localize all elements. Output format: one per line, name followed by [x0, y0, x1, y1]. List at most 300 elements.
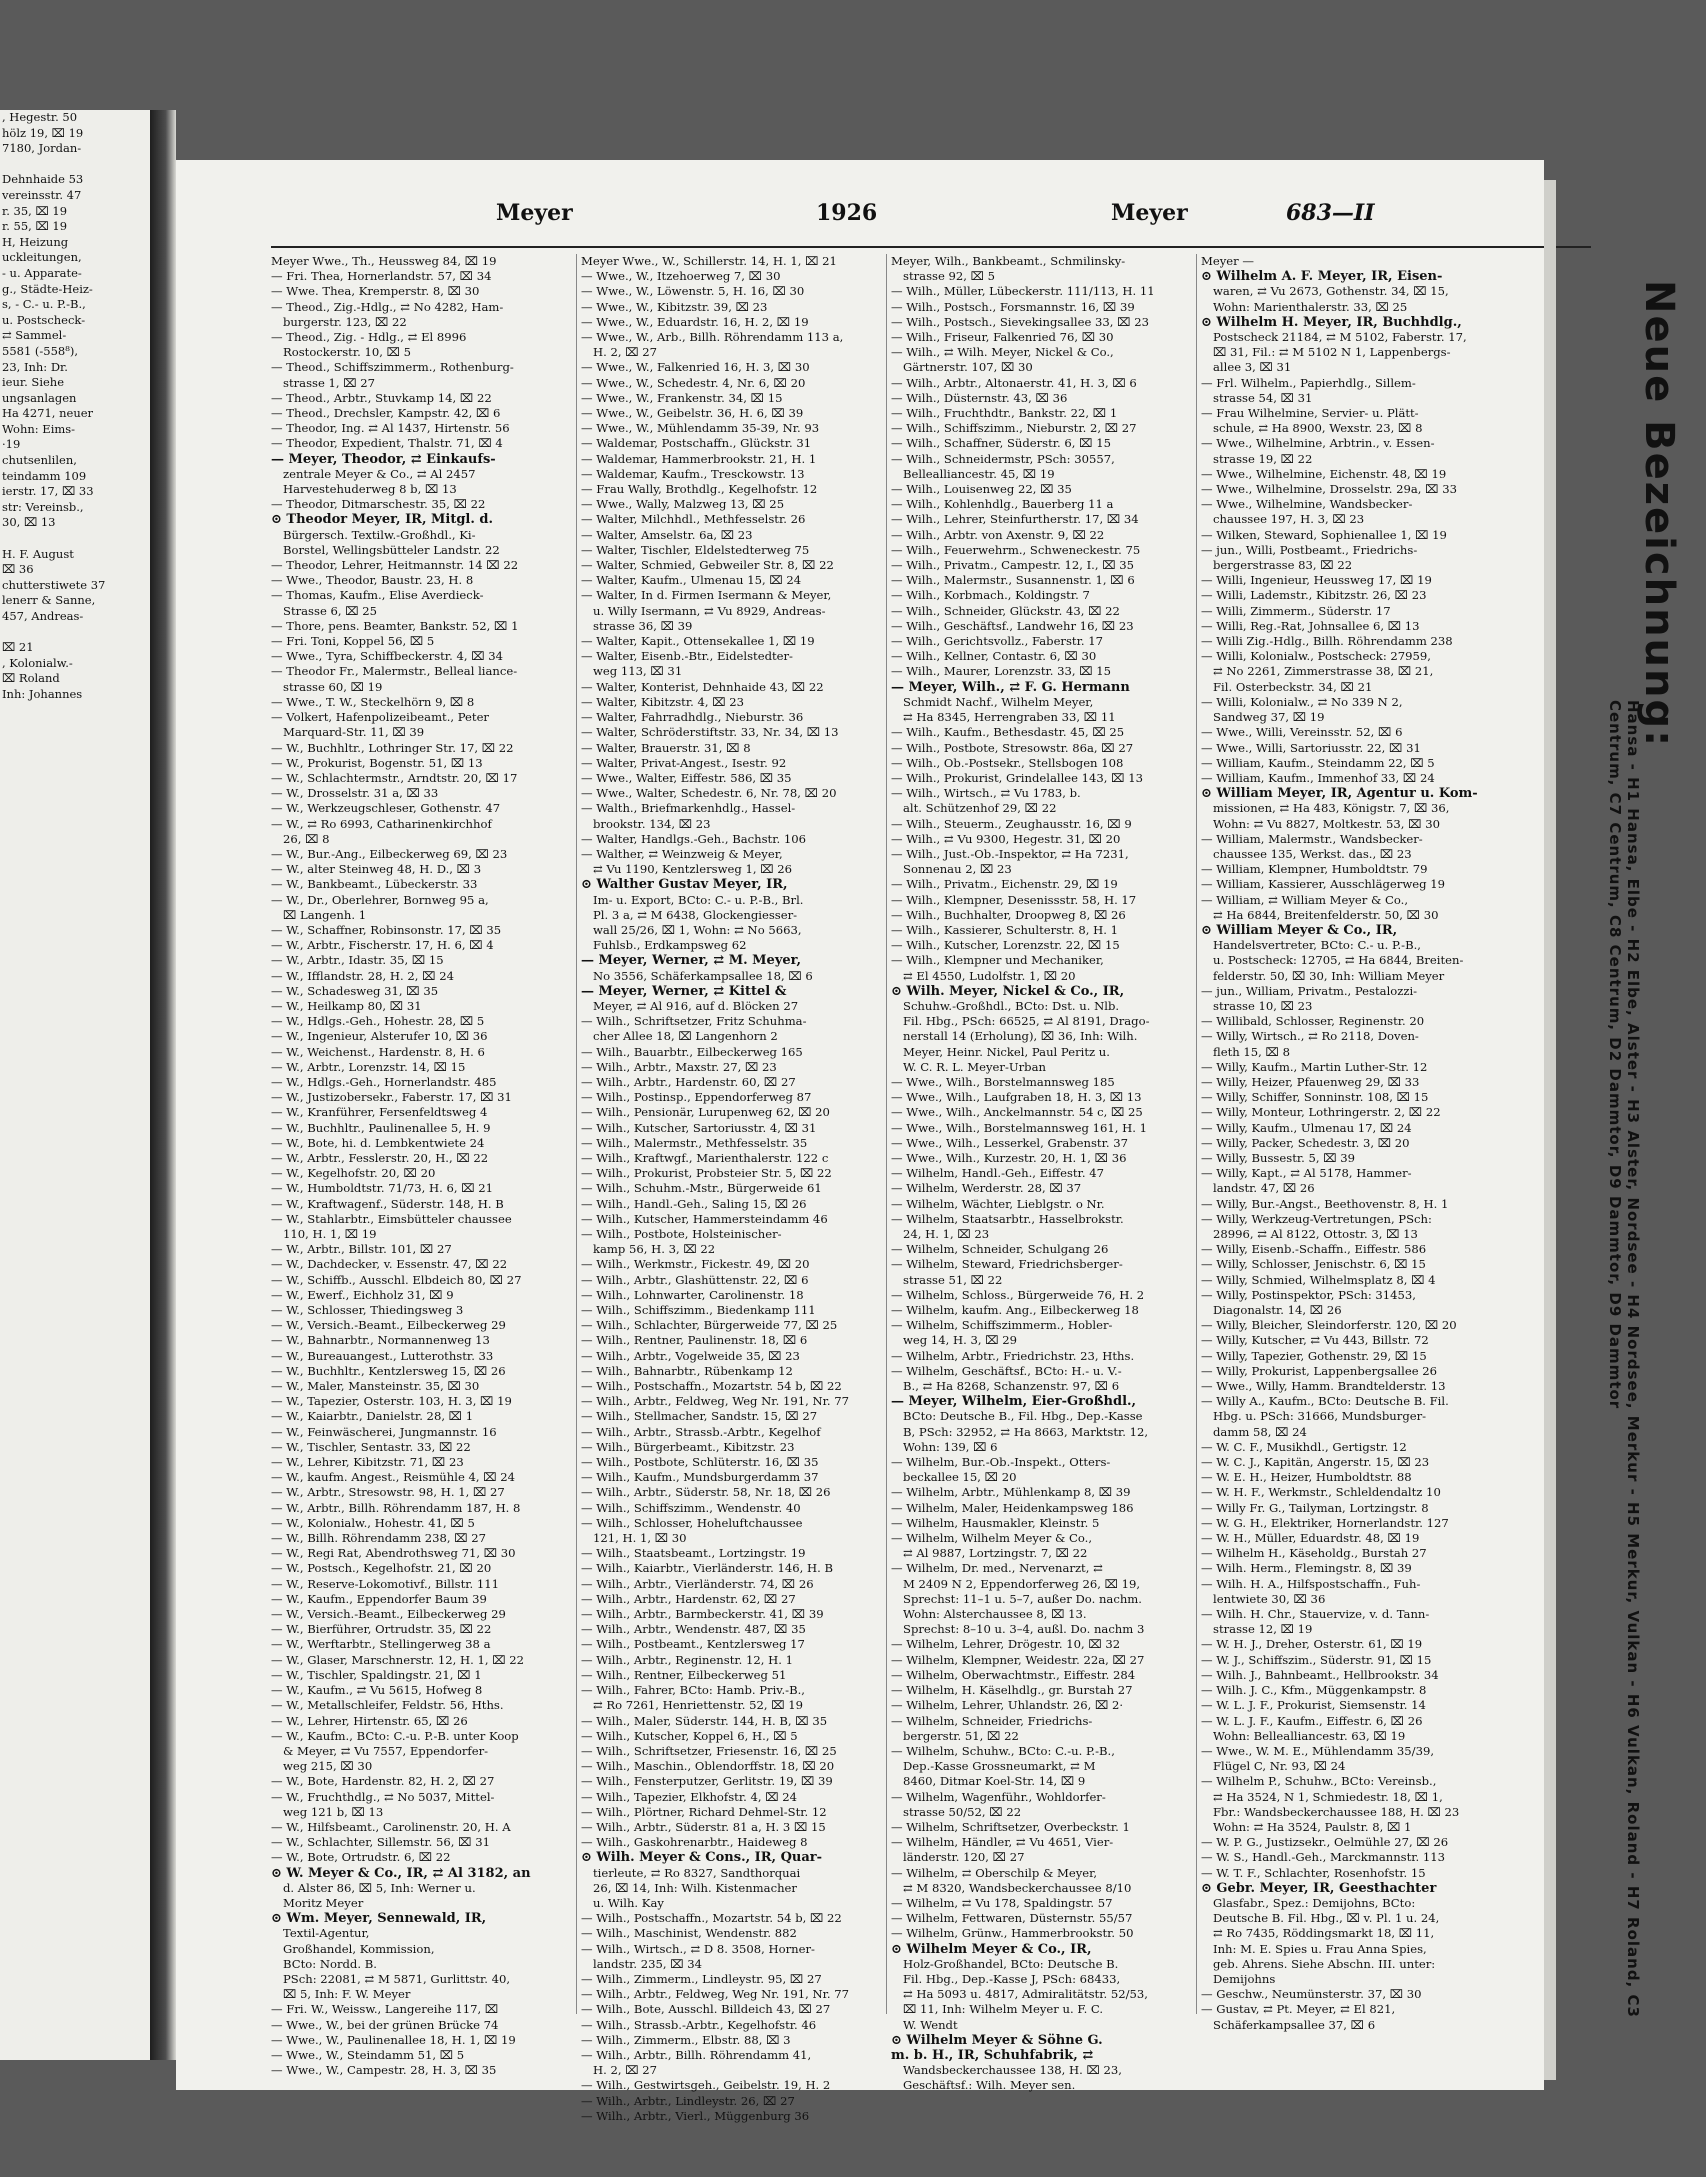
directory-entry: — jun., William, Privatm., Pestalozzi-: [1201, 983, 1418, 998]
directory-entry: — Walter, Konterist, Dehnhaide 43, ⌧ 22: [581, 679, 824, 694]
directory-entry: — Willy A., Kaufm., BCto: Deutsche B. Fil.: [1201, 1394, 1449, 1409]
directory-entry: — Wilh., Arbtr., Feldweg, Weg Nr. 191, Nr. 77: [581, 1987, 849, 2002]
directory-entry: — W., Kaufm., ⇄ Vu 5615, Hofweg 8: [271, 1683, 483, 1698]
directory-entry: B., ⇄ Ha 8268, Schanzenstr. 97, ⌧ 6: [903, 1379, 1120, 1394]
directory-entry: u. Postscheck: 12705, ⇄ Ha 6844, Breiten-: [1213, 953, 1464, 968]
directory-entry: — Geschw., Neumünsterstr. 37, ⌧ 30: [1201, 1987, 1422, 2002]
left-page-line: s, - C.- u. P.-B.,: [2, 297, 86, 312]
directory-entry: ⊙ Wilhelm Meyer & Co., IR,: [891, 1941, 1092, 1957]
directory-entry: ⇄ M 8320, Wandsbeckerchaussee 8/10: [903, 1880, 1132, 1895]
left-page-line: ieur. Siehe: [2, 375, 65, 390]
directory-entry: Gärtnerstr. 107, ⌧ 30: [903, 360, 1033, 375]
directory-entry: ⇄ Ha 5093 u. 4817, Admiralitätstr. 52/53,: [903, 1987, 1148, 2002]
directory-entry: — Willi, Zimmerm., Süderstr. 17: [1201, 603, 1391, 618]
left-page-line: Dehnhaide 53: [2, 172, 84, 187]
directory-entry: Demijohns: [1213, 1971, 1276, 1986]
header-rule: [271, 246, 1591, 248]
left-page-line: Inh: Johannes: [2, 686, 83, 701]
directory-entry: — Wwe., Wilh., Borstelmannsweg 161, H. 1: [891, 1120, 1147, 1135]
directory-entry: — W., Buchhltr., Kentzlersweg 15, ⌧ 26: [271, 1363, 506, 1378]
directory-entry: — Frl. Wilhelm., Papierhdlg., Sillem-: [1201, 375, 1416, 390]
directory-entry: strasse 50/52, ⌧ 22: [903, 1804, 1022, 1819]
directory-entry: Diagonalstr. 14, ⌧ 26: [1213, 1303, 1342, 1318]
left-page-line: Wohn: Eims-: [2, 421, 76, 436]
directory-entry: — Wilh., Plörtner, Richard Dehmel-Str. 12: [581, 1804, 827, 1819]
column-1: [271, 254, 569, 2078]
directory-entry: — Willy, Postinspektor, PSch: 31453,: [1201, 1287, 1416, 1302]
directory-entry: u. Willy Isermann, ⇄ Vu 8929, Andreas-: [593, 603, 826, 618]
directory-entry: — W., Lehrer, Kibitzstr. 71, ⌧ 23: [271, 1455, 464, 1470]
directory-entry: — Willy, Wirtsch., ⇄ Ro 2118, Doven-: [1201, 1029, 1419, 1044]
column-divider: [576, 254, 577, 2014]
directory-entry: PSch: 22081, ⇄ M 5871, Gurlittstr. 40,: [283, 1971, 511, 1986]
directory-entry: Fil. Hbg., PSch: 66525, ⇄ Al 8191, Drago-: [903, 1014, 1150, 1029]
directory-entry: — Wilh., Just.-Ob.-Inspektor, ⇄ Ha 7231,: [891, 846, 1129, 861]
directory-entry: — Wilh., Arbtr., Hardenstr. 60, ⌧ 27: [581, 1074, 796, 1089]
directory-entry: — W., Dachdecker, v. Essenstr. 47, ⌧ 22: [271, 1257, 508, 1272]
directory-entry: — W., Kaufm., Eppendorfer Baum 39: [271, 1591, 487, 1606]
directory-entry: u. Wilh. Kay: [593, 1895, 664, 1910]
directory-entry: — W. E. H., Heizer, Humboldtstr. 88: [1201, 1470, 1412, 1485]
directory-entry: — Wilhelm, Handl.-Geh., Eiffestr. 47: [891, 1166, 1104, 1181]
directory-entry: ⊙ William Meyer & Co., IR,: [1201, 922, 1398, 938]
directory-entry: — Wilh., Schneidermstr, PSch: 30557,: [891, 451, 1115, 466]
directory-entry: 24, H. 1, ⌧ 23: [903, 1227, 990, 1241]
directory-entry: — Walth., Briefmarkenhdlg., Hassel-: [581, 801, 796, 816]
directory-entry: — W. C. J., Kapitän, Angerstr. 15, ⌧ 23: [1201, 1455, 1430, 1470]
directory-entry: — Wwe., Wally, Malzweg 13, ⌧ 25: [581, 497, 785, 512]
directory-entry: burgerstr. 123, ⌧ 22: [283, 314, 407, 329]
directory-entry: — W., Bote, Ortrudstr. 6, ⌧ 22: [271, 1850, 451, 1865]
directory-entry: — Wilh., Fahrer, BCto: Hamb. Priv.-B.,: [581, 1683, 805, 1698]
directory-entry: ⊙ Wilhelm Meyer & Söhne G.: [891, 2032, 1103, 2048]
directory-entry: — W., Schiffb., Ausschl. Elbdeich 80, ⌧ 27: [271, 1272, 522, 1287]
directory-entry: — W., Kaiarbtr., Danielstr. 28, ⌧ 1: [271, 1409, 474, 1424]
directory-entry: — W. C. F., Musikhdl., Gertigstr. 12: [1201, 1439, 1407, 1454]
directory-entry: ⇄ Ro 7435, Röddingsmarkt 18, ⌧ 11,: [1213, 1926, 1435, 1941]
directory-entry: — W., Maler, Mansteinstr. 35, ⌧ 30: [271, 1379, 480, 1394]
directory-entry: — Fri. W., Weissw., Langereihe 117, ⌧: [271, 2002, 499, 2017]
directory-entry: — Theodor, Expedient, Thalstr. 71, ⌧ 4: [271, 436, 503, 451]
directory-entry: — Meyer, Wilhelm, Eier-Großhdl.,: [891, 1394, 1137, 1410]
directory-entry: ⇄ Vu 1190, Kentzlersweg 1, ⌧ 26: [593, 862, 793, 877]
directory-entry: — Wwe., W., Frankenstr. 34, ⌧ 15: [581, 390, 783, 405]
left-page-line: ⌧ 21: [2, 640, 34, 655]
left-page-line: uckleitungen,: [2, 250, 82, 265]
directory-entry: — W., Tischler, Sentastr. 33, ⌧ 22: [271, 1439, 471, 1454]
directory-entry: — W., Buchhltr., Lothringer Str. 17, ⌧ 22: [271, 740, 514, 755]
directory-entry: — William, Malermstr., Wandsbecker-: [1201, 831, 1423, 846]
directory-entry: — W. G. H., Elektriker, Hornerlandstr. 127: [1201, 1515, 1449, 1530]
directory-entry: — Willy, Schmied, Wilhelmsplatz 8, ⌧ 4: [1201, 1272, 1436, 1287]
directory-entry: — Theodor, Ditmarschestr. 35, ⌧ 22: [271, 497, 486, 512]
directory-entry: — Wilhelm, ⇄ Vu 178, Spaldingstr. 57: [891, 1895, 1113, 1910]
directory-entry: — Wilhelm, Lehrer, Drögestr. 10, ⌧ 32: [891, 1637, 1121, 1652]
directory-entry: Wohn: ⇄ Vu 8827, Moltkestr. 53, ⌧ 30: [1213, 816, 1440, 831]
directory-entry: brookstr. 134, ⌧ 23: [593, 816, 711, 831]
directory-entry: — Wwe., Wilhelmine, Arbtrin., v. Essen-: [1201, 436, 1435, 451]
directory-entry: — Wilh., Fruchthdtr., Bankstr. 22, ⌧ 1: [891, 406, 1118, 421]
directory-entry: — W., Versich.-Beamt., Eilbeckerweg 29: [271, 1607, 506, 1622]
directory-entry: — Wilh., Korbmach., Koldingstr. 7: [891, 588, 1090, 603]
directory-entry: schule, ⇄ Ha 8900, Wexstr. 23, ⌧ 8: [1213, 421, 1423, 436]
directory-entry: — Wilh., Handl.-Geh., Saling 15, ⌧ 26: [581, 1196, 807, 1211]
directory-entry: — W., Arbtr., Lorenzstr. 14, ⌧ 15: [271, 1059, 466, 1074]
directory-entry: — Wilh., Kutscher, Lorenzstr. 22, ⌧ 15: [891, 938, 1120, 953]
directory-entry: — William, Klempner, Humboldtstr. 79: [1201, 862, 1428, 877]
directory-entry: — Wilhelm, Werderstr. 28, ⌧ 37: [891, 1181, 1082, 1196]
directory-entry: ⊙ Wilhelm A. F. Meyer, IR, Eisen-: [1201, 269, 1443, 285]
directory-entry: — Wilh., Klempner und Mechaniker,: [891, 953, 1104, 968]
directory-entry: — W., Prokurist, Bogenstr. 51, ⌧ 13: [271, 755, 483, 770]
directory-entry: — Wilhelm, Wilhelm Meyer & Co.,: [891, 1531, 1093, 1546]
directory-entry: — Wilh. Herm., Flemingstr. 8, ⌧ 39: [1201, 1561, 1412, 1576]
directory-entry: Harvestehuderweg 8 b, ⌧ 13: [283, 482, 457, 497]
directory-entry: — Wwe., Theodor, Baustr. 23, H. 8: [271, 573, 474, 588]
directory-entry: — W., Arbtr., Fesslerstr. 20, H., ⌧ 22: [271, 1150, 489, 1165]
directory-entry: nerstall 14 (Erholung), ⌧ 36, Inh: Wilh.: [903, 1029, 1138, 1044]
directory-entry: — Wilh., ⇄ Vu 9300, Hegestr. 31, ⌧ 20: [891, 831, 1121, 846]
directory-entry: Flügel C, Nr. 93, ⌧ 24: [1213, 1759, 1346, 1774]
directory-entry: Deutsche B. Fil. Hbg., ⌧ v. Pl. 1 u. 24,: [1213, 1911, 1440, 1926]
directory-entry: — Walter, Brauerstr. 31, ⌧ 8: [581, 740, 751, 755]
directory-entry: zentrale Meyer & Co., ⇄ Al 2457: [283, 466, 476, 481]
directory-entry: — Willi Zig.-Hdlg., Billh. Röhrendamm 238: [1201, 634, 1453, 649]
directory-entry: — William, Kaufm., Steindamm 22, ⌧ 5: [1201, 755, 1435, 770]
directory-entry: — Wilhelm, Schneider, Friedrichs-: [891, 1713, 1093, 1728]
directory-entry: — Willy, Werkzeug-Vertretungen, PSch:: [1201, 1211, 1432, 1226]
directory-entry: — W. H. F., Werkmstr., Schleldendaltz 10: [1201, 1485, 1441, 1500]
directory-entry: — Wwe., W. M. E., Mühlendamm 35/39,: [1201, 1743, 1435, 1758]
directory-entry: — Wwe., W., Löwenstr. 5, H. 16, ⌧ 30: [581, 284, 805, 299]
directory-entry: Wohn: Alsterchaussee 8, ⌧ 13.: [903, 1607, 1087, 1622]
left-page-line: [0, 531, 150, 547]
left-page-line: ierstr. 17, ⌧ 33: [2, 484, 94, 499]
directory-entry: — Volkert, Hafenpolizeibeamt., Peter: [271, 710, 489, 725]
directory-entry: — Willy, Tapezier, Gothenstr. 29, ⌧ 15: [1201, 1348, 1427, 1363]
margin-exchange-codes: Hansa - H1 Hansa, Elbe - H2 Elbe, Alster - H3 Alster, Nordsee - H4 Nordsee, Merkur - H5 Merkur, Vulkan - H6 Vulkan, Roland - H7 Roland, C3 Centrum, C7 Centrum, C8 Centrum, D2 Dammtor, D9 Dammtor, D9 Dammtor: [1606, 700, 1642, 2018]
directory-entry: strasse 51, ⌧ 22: [903, 1272, 1003, 1287]
directory-entry: — W., Arbtr., Idastr. 35, ⌧ 15: [271, 953, 444, 968]
directory-entry: — Willy, Bur.-Angst., Beethovenstr. 8, H. 1: [1201, 1196, 1449, 1211]
directory-entry: — Wilh., Postschaffn., Mozartstr. 54 b, ⌧ 22: [581, 1911, 842, 1926]
directory-entry: Fil. Hbg., Dep.-Kasse J, PSch: 68433,: [903, 1971, 1121, 1986]
directory-entry: fleth 15, ⌧ 8: [1213, 1044, 1290, 1059]
directory-entry: — Wilhelm, Arbtr., Mühlenkamp 8, ⌧ 39: [891, 1485, 1131, 1500]
directory-entry: weg 113, ⌧ 31: [593, 664, 683, 679]
directory-entry: — Willy, Heizer, Pfauenweg 29, ⌧ 33: [1201, 1074, 1420, 1089]
header-name-left: Meyer: [496, 200, 573, 226]
directory-entry: — Meyer, Werner, ⇄ Kittel &: [581, 983, 787, 999]
directory-entry: — Wwe., Wilhelmine, Wandsbecker-: [1201, 497, 1413, 512]
directory-entry: — jun., Willi, Postbeamt., Friedrichs-: [1201, 542, 1418, 557]
header-name-right: Meyer: [1111, 200, 1188, 226]
directory-entry: — Wilh., Friseur, Falkenried 76, ⌧ 30: [891, 330, 1114, 345]
directory-entry: ⌧ 11, Inh: Wilhelm Meyer u. F. C.: [903, 2002, 1104, 2017]
directory-entry: Sprechst: 11–1 u. 5–7, außer Do. nachm.: [903, 1591, 1142, 1606]
directory-entry: Geschäftsf.: Wilh. Meyer sen.: [903, 2078, 1076, 2093]
directory-entry: Wohn: 139, ⌧ 6: [903, 1439, 998, 1454]
directory-entry: — Wilh., Postbote, Schlüterstr. 16, ⌧ 35: [581, 1455, 819, 1470]
directory-entry: — Wwe., W., bei der grünen Brücke 74: [271, 2017, 499, 2032]
directory-entry: — Wilh., Arbtr., Vierländerstr. 74, ⌧ 26: [581, 1576, 814, 1591]
directory-entry: — Thomas, Kaufm., Elise Averdieck-: [271, 588, 484, 603]
directory-entry: — Theodor, Lehrer, Heitmannstr. 14 ⌧ 22: [271, 558, 519, 573]
directory-entry: — Wilh., Schneider, Glückstr. 43, ⌧ 22: [891, 603, 1120, 618]
directory-entry: — Waldemar, Hammerbrookstr. 21, H. 1: [581, 451, 817, 466]
directory-entry: 8460, Ditmar Koel-Str. 14, ⌧ 9: [903, 1774, 1086, 1789]
directory-entry: — Wwe., Wilhelmine, Drosselstr. 29a, ⌧ 33: [1201, 482, 1457, 497]
directory-entry: — Wwe., Willi, Vereinsstr. 52, ⌧ 6: [1201, 725, 1403, 740]
directory-entry: weg 14, H. 3, ⌧ 29: [903, 1333, 1018, 1348]
directory-entry: Marquard-Str. 11, ⌧ 39: [283, 725, 425, 740]
directory-entry: — W., Stahlarbtr., Eimsbütteler chaussee: [271, 1211, 512, 1226]
directory-entry: — Wilh., Postschaffn., Mozartstr. 54 b, ⌧ 22: [581, 1379, 842, 1394]
directory-entry: — Theod., Zig.-Hdlg., ⇄ No 4282, Ham-: [271, 299, 504, 314]
directory-entry: — Wilh., Gestwirtsgeh., Geibelstr. 19, H. 2: [581, 2078, 831, 2093]
directory-entry: — Wilh., Arbtr., Barmbeckerstr. 41, ⌧ 39: [581, 1607, 824, 1622]
directory-entry: — Theod., Zig. - Hdlg., ⇄ El 8996: [271, 330, 467, 345]
directory-entry: — Wwe., W., Arb., Billh. Röhrendamm 113 a,: [581, 330, 844, 345]
header-year: 1926: [816, 200, 878, 226]
directory-entry: — Wilh., Postbote, Stresowstr. 86a, ⌧ 27: [891, 740, 1134, 755]
directory-entry: — W., Hdlgs.-Geh., Hornerlandstr. 485: [271, 1074, 497, 1089]
directory-entry: — Wwe., W., Mühlendamm 35-39, Nr. 93: [581, 421, 820, 436]
left-page-line: , Kolonialw.-: [2, 655, 73, 670]
directory-entry: — Wilh., Arbtr., Süderstr. 81 a, H. 3 ⌧ 15: [581, 1819, 826, 1834]
directory-entry: Fbr.: Wandsbeckerchaussee 188, H. ⌧ 23: [1213, 1804, 1460, 1819]
directory-entry: — Wilh., Kassierer, Schulterstr. 8, H. 1: [891, 922, 1119, 937]
directory-entry: — Wilh., Schuhm.-Mstr., Bürgerweide 61: [581, 1181, 822, 1196]
left-page-line: 7180, Jordan-: [2, 141, 82, 156]
directory-entry: — Wwe., Willy, Hamm. Brandtelderstr. 13: [1201, 1379, 1446, 1394]
directory-entry: — Wilhelm, Hausmakler, Kleinstr. 5: [891, 1515, 1100, 1530]
left-page-line: ⌧ Roland: [2, 671, 60, 686]
directory-entry: — Wwe., Tyra, Schiffbeckerstr. 4, ⌧ 34: [271, 649, 503, 664]
directory-entry: — W. L. J. F., Kaufm., Eiffestr. 6, ⌧ 26: [1201, 1713, 1423, 1728]
directory-entry: felderstr. 50, ⌧ 30, Inh: William Meyer: [1213, 968, 1445, 983]
directory-entry: strasse 54, ⌧ 31: [1213, 390, 1313, 405]
directory-entry: — Wilh., Arbtr., Billh. Röhrendamm 41,: [581, 2047, 812, 2062]
directory-entry: Schuhw.-Großhdl., BCto: Dst. u. Nlb.: [903, 998, 1120, 1013]
directory-entry: — W., Bur.-Ang., Eilbeckerweg 69, ⌧ 23: [271, 846, 508, 861]
directory-entry: ⇄ No 2261, Zimmerstrasse 38, ⌧ 21,: [1213, 664, 1434, 679]
directory-entry: — Wilhelm, Schuhw., BCto: C.-u. P.-B.,: [891, 1743, 1115, 1758]
directory-entry: Holz-Großhandel, BCto: Deutsche B.: [903, 1956, 1119, 1971]
directory-entry: — W., Heilkamp 80, ⌧ 31: [271, 998, 422, 1013]
directory-entry: — W., Bureauangest., Lutterothstr. 33: [271, 1348, 494, 1363]
directory-entry: — Wilhelm, Oberwachtmstr., Eiffestr. 284: [891, 1667, 1136, 1682]
directory-entry: — Wwe., Walter, Eiffestr. 586, ⌧ 35: [581, 770, 792, 785]
directory-entry: — W., Versich.-Beamt., Eilbeckerweg 29: [271, 1318, 506, 1333]
directory-entry: — Wilh., Ob.-Postsekr., Stellsbogen 108: [891, 755, 1124, 770]
directory-entry: — W., Kraftwagenf., Süderstr. 148, H. B: [271, 1196, 504, 1211]
directory-entry: — Wilh., Schlosser, Hoheluftchaussee: [581, 1515, 803, 1530]
directory-entry: — W., Bankbeamt., Lübeckerstr. 33: [271, 877, 478, 892]
directory-entry: — W., Bote, Hardenstr. 82, H. 2, ⌧ 27: [271, 1774, 495, 1789]
directory-entry: Wohn: ⇄ Ha 3524, Paulstr. 8, ⌧ 1: [1213, 1819, 1412, 1834]
directory-entry: — Wilhelm, Maler, Heidenkampsweg 186: [891, 1500, 1134, 1515]
directory-entry: — Wilhelm P., Schuhw., BCto: Vereinsb.,: [1201, 1774, 1437, 1789]
directory-entry: — Willy, Monteur, Lothringerstr. 2, ⌧ 22: [1201, 1105, 1441, 1120]
directory-entry: — Wilhelm, ⇄ Oberschilp & Meyer,: [891, 1865, 1098, 1880]
directory-entry: — Wilh., Wirtsch., ⇄ Vu 1783, b.: [891, 786, 1081, 801]
directory-entry: — Wilh., Tapezier, Elkhofstr. 4, ⌧ 24: [581, 1789, 797, 1804]
directory-entry: — Wilh., Kutscher, Sartoriusstr. 4, ⌧ 31: [581, 1120, 817, 1135]
directory-entry: — Wilhelm, kaufm. Ang., Eilbeckerweg 18: [891, 1303, 1139, 1318]
directory-entry: 26, ⌧ 14, Inh: Wilh. Kistenmacher: [593, 1880, 797, 1895]
directory-entry: Wohn: Marienthalerstr. 33, ⌧ 25: [1213, 299, 1408, 314]
directory-entry: — Wilh., Lehrer, Steinfurtherstr. 17, ⌧ 34: [891, 512, 1139, 527]
directory-entry: — W., alter Steinweg 48, H. D., ⌧ 3: [271, 862, 482, 877]
left-page-line: ungsanlagen: [2, 390, 77, 405]
directory-entry: — Wilh., Rentner, Paulinenstr. 18, ⌧ 6: [581, 1333, 808, 1348]
directory-entry: ⇄ Ha 8345, Herrengraben 33, ⌧ 11: [903, 710, 1116, 725]
directory-entry: — W., Bierführer, Ortrudstr. 35, ⌧ 22: [271, 1622, 492, 1637]
directory-entry: Glasfabr., Spez.: Demijohns, BCto:: [1213, 1895, 1416, 1910]
directory-entry: — Walter, Schmied, Gebweiler Str. 8, ⌧ 22: [581, 558, 834, 573]
directory-entry: Rostockerstr. 10, ⌧ 5: [283, 345, 412, 360]
directory-entry: — Wilh., Bürgerbeamt., Kibitzstr. 23: [581, 1439, 795, 1454]
left-page-line: chutsenlilen,: [2, 453, 77, 468]
directory-entry: BCto: Deutsche B., Fil. Hbg., Dep.-Kasse: [903, 1409, 1143, 1424]
left-page-line: ⇄ Sammel-: [2, 328, 67, 343]
directory-entry: — W., Bahnarbtr., Normannenweg 13: [271, 1333, 490, 1348]
directory-entry: — W., Schaffner, Robinsonstr. 17, ⌧ 35: [271, 922, 502, 937]
directory-entry: — W., Ifflandstr. 28, H. 2, ⌧ 24: [271, 968, 454, 983]
directory-entry: — Wilhelm H., Käseholdg., Burstah 27: [1201, 1546, 1427, 1561]
directory-entry: — Wilh., Schiffszimm., Nieburstr. 2, ⌧ 27: [891, 421, 1137, 436]
directory-entry: — Willy, Schlosser, Jenischstr. 6, ⌧ 15: [1201, 1257, 1426, 1272]
directory-entry: Hbg. u. PSch: 31666, Mundsburger-: [1213, 1409, 1427, 1424]
left-page-line: ·19: [2, 437, 21, 452]
directory-entry: — Walter, Eisenb.-Btr., Eidelstedter-: [581, 649, 793, 664]
directory-entry: — Wilh., Rentner, Eilbeckerweg 51: [581, 1667, 787, 1682]
directory-entry: Sandweg 37, ⌧ 19: [1213, 710, 1325, 725]
directory-entry: — Meyer, Wilh., ⇄ F. G. Hermann: [891, 679, 1130, 695]
left-page-line: , Hegestr. 50: [2, 110, 78, 124]
directory-entry: W. C. R. L. Meyer-Urban: [903, 1059, 1046, 1074]
directory-entry: — Wilhelm, Wächter, Lieblgstr. o Nr.: [891, 1196, 1105, 1211]
directory-entry: — Wilhelm, Fettwaren, Düsternstr. 55/57: [891, 1911, 1133, 1926]
directory-entry: d. Alster 86, ⌧ 5, Inh: Werner u.: [283, 1880, 476, 1895]
directory-entry: — W., Schadesweg 31, ⌧ 35: [271, 983, 439, 998]
directory-entry: — Wwe., Wilh., Kurzestr. 20, H. 1, ⌧ 36: [891, 1150, 1127, 1165]
directory-entry: — W., Lehrer, Hirtenstr. 65, ⌧ 26: [271, 1713, 468, 1728]
directory-entry: strasse 12, ⌧ 19: [1213, 1622, 1313, 1637]
directory-entry: Bellealliancestr. 45, ⌧ 19: [903, 466, 1055, 481]
directory-entry: — Wilh., Wirtsch., ⇄ D 8. 3508, Horner-: [581, 1941, 815, 1956]
directory-entry: Wohn: Bellealliancestr. 63, ⌧ 19: [1213, 1728, 1406, 1743]
directory-entry: — Walter, Schröderstiftstr. 33, Nr. 34, ⌧ 13: [581, 725, 839, 740]
directory-entry: — W. L. J. F., Prokurist, Siemsenstr. 14: [1201, 1698, 1426, 1713]
directory-entry: — W., kaufm. Angest., Reismühle 4, ⌧ 24: [271, 1470, 516, 1485]
directory-entry: — Walther, ⇄ Weinzweig & Meyer,: [581, 846, 783, 861]
directory-entry: — Wilh. J. C., Kfm., Müggenkampstr. 8: [1201, 1683, 1427, 1698]
directory-entry: — W., Arbtr., Stresowstr. 98, H. 1, ⌧ 27: [271, 1485, 505, 1500]
directory-entry: bergerstrasse 83, ⌧ 22: [1213, 558, 1353, 573]
directory-entry: ⊙ Theodor Meyer, IR, Mitgl. d.: [271, 512, 494, 528]
directory-entry: — Willy, Eisenb.-Schaffn., Eiffestr. 586: [1201, 1242, 1427, 1257]
directory-entry: — Wilh., Arbtr. von Axenstr. 9, ⌧ 22: [891, 527, 1105, 542]
left-page-line: g., Städte-Heiz-: [2, 281, 93, 296]
directory-entry: — Wilh., Postbeamt., Kentzlersweg 17: [581, 1637, 805, 1652]
left-page-line: H, Heizung: [2, 234, 69, 249]
directory-entry: — W., Arbtr., Fischerstr. 17, H. 6, ⌧ 4: [271, 938, 494, 953]
directory-entry: — Wilh., Kohlenhdlg., Bauerberg 11 a: [891, 497, 1114, 512]
directory-entry: — W., Arbtr., Billh. Röhrendamm 187, H. 8: [271, 1500, 521, 1515]
directory-entry: — Willy, Bleicher, Sleindorferstr. 120, ⌧ 20: [1201, 1318, 1457, 1333]
directory-entry: — Willy, Bussestr. 5, ⌧ 39: [1201, 1150, 1356, 1165]
directory-entry: — Wilh., Zimmerm., Lindleystr. 95, ⌧ 27: [581, 1971, 822, 1986]
directory-entry: ⊙ Walther Gustav Meyer, IR,: [581, 877, 788, 893]
directory-entry: beckallee 15, ⌧ 20: [903, 1470, 1017, 1485]
directory-entry: — Wilhelm, Dr. med., Nervenarzt, ⇄: [891, 1561, 1103, 1576]
directory-entry: — Wilh., Kaufm., Mundsburgerdamm 37: [581, 1470, 819, 1485]
directory-entry: allee 3, ⌧ 31: [1213, 360, 1292, 375]
directory-entry: 26, ⌧ 8: [283, 831, 330, 846]
directory-entry: Im- u. Export, BCto: C.- u. P.-B., Brl.: [593, 892, 804, 907]
directory-entry: — Walter, Tischler, Eldelstedterweg 75: [581, 542, 810, 557]
directory-entry: — W., Kaufm., BCto: C.-u. P.-B. unter Koop: [271, 1728, 519, 1743]
directory-entry: — Willy Fr. G., Tailyman, Lortzingstr. 8: [1201, 1500, 1429, 1515]
directory-entry: — Wilh., Bauarbtr., Eilbeckerweg 165: [581, 1044, 803, 1059]
directory-entry: Dep.-Kasse Grossneumarkt, ⇄ M: [903, 1759, 1096, 1774]
directory-entry: — Wilhelm, Lehrer, Uhlandstr. 26, ⌧ 2·: [891, 1698, 1124, 1713]
directory-entry: — Wwe., Wilh., Borstelmannsweg 185: [891, 1074, 1115, 1089]
directory-entry: — Willy, Kapt., ⇄ Al 5178, Hammer-: [1201, 1166, 1412, 1181]
directory-entry: — W. H. J., Dreher, Osterstr. 61, ⌧ 19: [1201, 1637, 1423, 1652]
left-page-line: ⌧ 36: [2, 562, 34, 577]
directory-entry: — W., Metallschleifer, Feldstr. 56, Hths.: [271, 1698, 504, 1713]
directory-entry: — Gustav, ⇄ Pt. Meyer, ⇄ El 821,: [1201, 2002, 1396, 2017]
directory-entry: — Wilh., Arbtr., Glashüttenstr. 22, ⌧ 6: [581, 1272, 809, 1287]
directory-entry: — Wilh., Privatm., Campestr. 12, I., ⌧ 35: [891, 558, 1135, 573]
directory-entry: Sonnenau 2, ⌧ 23: [903, 862, 1012, 877]
directory-entry: — Wwe., W., Schedestr. 4, Nr. 6, ⌧ 20: [581, 375, 806, 390]
directory-entry: wall 25/26, ⌧ 1, Wohn: ⇄ No 5663,: [593, 922, 802, 937]
left-page-line: vereinsstr. 47: [2, 187, 82, 202]
directory-entry: Meyer, Wilh., Bankbeamt., Schmilinsky-: [891, 254, 1126, 268]
directory-entry: — Wilh. J., Bahnbeamt., Hellbrookstr. 34: [1201, 1667, 1439, 1682]
directory-entry: — Wwe., Wilh., Laufgraben 18, H. 3, ⌧ 13: [891, 1090, 1142, 1105]
directory-entry: — Wwe., Walter, Schedestr. 6, Nr. 78, ⌧ 20: [581, 786, 837, 801]
directory-entry: — Wilh., Kutscher, Koppel 6, H., ⌧ 5: [581, 1728, 798, 1743]
directory-entry: landstr. 235, ⌧ 34: [593, 1956, 703, 1971]
directory-entry: Schmidt Nachf., Wilhelm Meyer,: [903, 694, 1094, 709]
directory-entry: — Wwe., W., Geibelstr. 36, H. 6, ⌧ 39: [581, 406, 804, 421]
directory-entry: — Wilhelm, H. Käselhdlg., gr. Burstah 27: [891, 1683, 1133, 1698]
left-page-line: [0, 157, 150, 173]
directory-entry: — W., Justizobersekr., Faberstr. 17, ⌧ 31: [271, 1090, 512, 1105]
page-number: 683—II: [1286, 200, 1375, 226]
directory-entry: — Wilh., Strassb.-Arbtr., Kegelhofstr. 46: [581, 2017, 817, 2032]
directory-entry: ⇄ El 4550, Ludolfstr. 1, ⌧ 20: [903, 968, 1076, 983]
directory-entry: — W., Kolonialw., Hohestr. 41, ⌧ 5: [271, 1515, 475, 1530]
directory-entry: — Wwe., W., Itzehoerweg 7, ⌧ 30: [581, 269, 781, 284]
directory-entry: — Wilh., Geschäftsf., Landwehr 16, ⌧ 23: [891, 618, 1134, 633]
directory-entry: — Willy, Kaufm., Ulmenau 17, ⌧ 24: [1201, 1120, 1412, 1135]
directory-entry: — W., Drosselstr. 31 a, ⌧ 33: [271, 786, 439, 801]
directory-entry: — Willibald, Schlosser, Reginenstr. 20: [1201, 1014, 1425, 1029]
directory-entry: strasse 60, ⌧ 19: [283, 679, 383, 694]
left-page-line: Ha 4271, neuer: [2, 406, 94, 421]
directory-page: [176, 160, 1682, 2123]
directory-entry: kamp 56, H. 3, ⌧ 22: [593, 1242, 716, 1257]
directory-entry: — Wilh. H. A., Hilfspostschaffn., Fuh-: [1201, 1576, 1421, 1591]
directory-entry: — William, ⇄ William Meyer & Co.,: [1201, 892, 1409, 907]
directory-entry: chaussee 135, Werkst. das., ⌧ 23: [1213, 846, 1412, 861]
